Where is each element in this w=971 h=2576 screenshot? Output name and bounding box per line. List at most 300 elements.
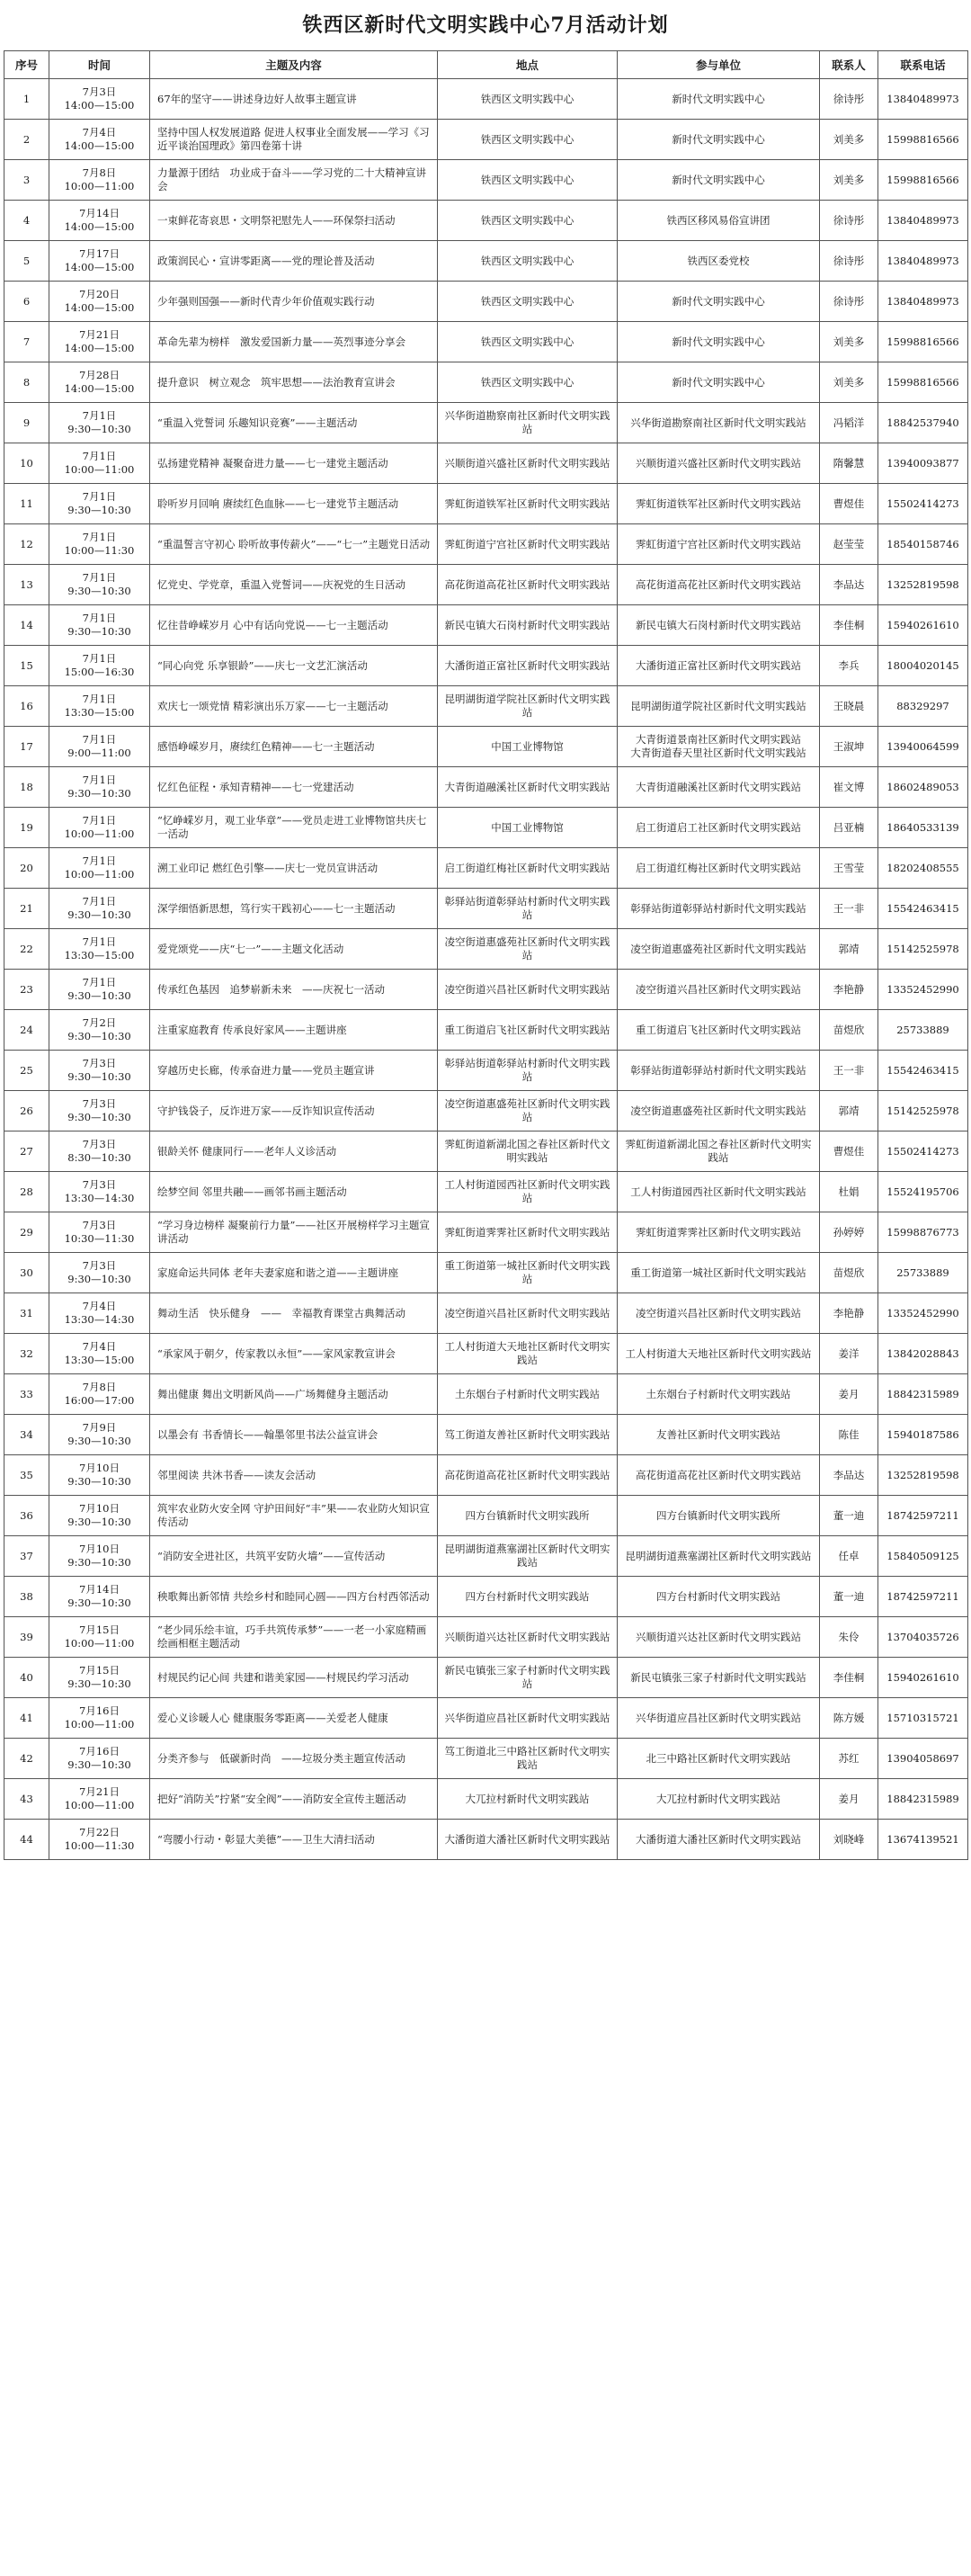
activity-table — [4, 50, 968, 1860]
cell-theme: “忆峥嵘岁月，观工业华章”——党员走进工业博物馆共庆七一活动 — [150, 808, 438, 848]
cell-theme: 舞动生活 快乐健身 —— 幸福教育课堂古典舞活动 — [150, 1293, 438, 1334]
cell-phone: 13904058697 — [878, 1739, 968, 1779]
cell-place: 兴顺街道兴盛社区新时代文明实践站 — [438, 443, 618, 484]
table-row — [4, 524, 968, 565]
cell-theme: 一束鲜花寄哀思・文明祭祀慰先人——环保祭扫活动 — [150, 201, 438, 241]
cell-time: 7月3日 14:00—15:00 — [49, 79, 150, 120]
cell-theme: 忆红色征程・承知青精神——七一党建活动 — [150, 767, 438, 808]
table-row — [4, 1212, 968, 1253]
cell-phone: 15998816566 — [878, 160, 968, 201]
table-row — [4, 1658, 968, 1698]
cell-place: 中国工业博物馆 — [438, 808, 618, 848]
cell-no: 8 — [4, 362, 49, 403]
table-row — [4, 929, 968, 970]
cell-no: 40 — [4, 1658, 49, 1698]
table-row — [4, 1415, 968, 1455]
cell-contact: 王淑坤 — [820, 727, 878, 767]
cell-contact: 杜娟 — [820, 1172, 878, 1212]
cell-phone: 13842028843 — [878, 1334, 968, 1374]
cell-phone: 18742597211 — [878, 1496, 968, 1536]
cell-place: 彰驿站街道彰驿站村新时代文明实践站 — [438, 1051, 618, 1091]
cell-theme: “学习身边榜样 凝聚前行力量”——社区开展榜样学习主题宣讲活动 — [150, 1212, 438, 1253]
cell-time: 7月3日 9:30—10:30 — [49, 1253, 150, 1293]
cell-phone: 15940261610 — [878, 1658, 968, 1698]
cell-no: 7 — [4, 322, 49, 362]
cell-unit: 新时代文明实践中心 — [618, 282, 820, 322]
cell-no: 39 — [4, 1617, 49, 1658]
cell-contact: 冯韬洋 — [820, 403, 878, 443]
cell-unit: 兴顺街道兴盛社区新时代文明实践站 — [618, 443, 820, 484]
cell-theme: 力量源于团结 功业成于奋斗——学习党的二十大精神宣讲会 — [150, 160, 438, 201]
cell-phone: 15502414273 — [878, 484, 968, 524]
cell-time: 7月1日 10:00—11:00 — [49, 848, 150, 889]
cell-unit: 北三中路社区新时代文明实践站 — [618, 1739, 820, 1779]
cell-unit: 凌空街道惠盛苑社区新时代文明实践站 — [618, 1091, 820, 1131]
cell-place: 凌空街道惠盛苑社区新时代文明实践站 — [438, 929, 618, 970]
cell-theme: 少年强则国强——新时代青少年价值观实践行动 — [150, 282, 438, 322]
cell-place: 铁西区文明实践中心 — [438, 201, 618, 241]
cell-phone: 15524195706 — [878, 1172, 968, 1212]
table-row — [4, 1374, 968, 1415]
cell-theme: 绘梦空间 邻里共融——画邻书画主题活动 — [150, 1172, 438, 1212]
cell-theme: 把好“消防关”拧紧“安全阀”——消防安全宣传主题活动 — [150, 1779, 438, 1820]
cell-theme: 秧歌舞出新邻情 共绘乡村和睦同心圆——四方台村西邻活动 — [150, 1577, 438, 1617]
cell-contact: 隋馨慧 — [820, 443, 878, 484]
cell-no: 13 — [4, 565, 49, 605]
cell-phone: 15502414273 — [878, 1131, 968, 1172]
cell-theme: 注重家庭教育 传承良好家风——主题讲座 — [150, 1010, 438, 1051]
cell-place: 铁西区文明实践中心 — [438, 282, 618, 322]
table-row — [4, 686, 968, 727]
cell-time: 7月3日 8:30—10:30 — [49, 1131, 150, 1172]
table-row — [4, 1334, 968, 1374]
cell-no: 20 — [4, 848, 49, 889]
cell-no: 44 — [4, 1820, 49, 1860]
cell-phone: 18540158746 — [878, 524, 968, 565]
cell-no: 16 — [4, 686, 49, 727]
cell-theme: 筑牢农业防火安全网 守护田间好“丰”果——农业防火知识宣传活动 — [150, 1496, 438, 1536]
cell-unit: 彰驿站街道彰驿站村新时代文明实践站 — [618, 1051, 820, 1091]
cell-place: 铁西区文明实践中心 — [438, 241, 618, 282]
table-row — [4, 322, 968, 362]
cell-unit: 铁西区移风易俗宣讲团 — [618, 201, 820, 241]
cell-no: 5 — [4, 241, 49, 282]
cell-time: 7月3日 13:30—14:30 — [49, 1172, 150, 1212]
table-body — [4, 79, 968, 1860]
cell-time: 7月8日 16:00—17:00 — [49, 1374, 150, 1415]
cell-theme: 感悟峥嵘岁月，赓续红色精神——七一主题活动 — [150, 727, 438, 767]
table-row — [4, 848, 968, 889]
cell-theme: 弘扬建党精神 凝聚奋进力量——七一建党主题活动 — [150, 443, 438, 484]
cell-place: 铁西区文明实践中心 — [438, 120, 618, 160]
cell-no: 25 — [4, 1051, 49, 1091]
cell-no: 28 — [4, 1172, 49, 1212]
cell-contact: 苏红 — [820, 1739, 878, 1779]
cell-contact: 王一非 — [820, 889, 878, 929]
cell-phone: 15142525978 — [878, 929, 968, 970]
cell-no: 34 — [4, 1415, 49, 1455]
cell-no: 15 — [4, 646, 49, 686]
cell-theme: 爱党颂党——庆“七一”——主题文化活动 — [150, 929, 438, 970]
cell-no: 22 — [4, 929, 49, 970]
cell-time: 7月14日 9:30—10:30 — [49, 1577, 150, 1617]
table-row — [4, 970, 968, 1010]
cell-time: 7月1日 10:00—11:30 — [49, 524, 150, 565]
cell-contact: 刘美多 — [820, 362, 878, 403]
cell-no: 42 — [4, 1739, 49, 1779]
cell-phone: 15940187586 — [878, 1415, 968, 1455]
cell-theme: 舞出健康 舞出文明新风尚——广场舞健身主题活动 — [150, 1374, 438, 1415]
cell-place: 凌空街道兴昌社区新时代文明实践站 — [438, 1293, 618, 1334]
cell-place: 新民屯镇大石岗村新时代文明实践站 — [438, 605, 618, 646]
table-row — [4, 1496, 968, 1536]
cell-place: 工人村街道大天地社区新时代文明实践站 — [438, 1334, 618, 1374]
cell-time: 7月21日 10:00—11:00 — [49, 1779, 150, 1820]
cell-phone: 13840489973 — [878, 241, 968, 282]
cell-contact: 徐诗彤 — [820, 79, 878, 120]
table-row — [4, 727, 968, 767]
table-row — [4, 241, 968, 282]
table-row — [4, 1051, 968, 1091]
cell-unit: 新民屯镇张三家子村新时代文明实践站 — [618, 1658, 820, 1698]
cell-unit: 霁虹街道宁宫社区新时代文明实践站 — [618, 524, 820, 565]
cell-contact: 刘美多 — [820, 120, 878, 160]
cell-no: 36 — [4, 1496, 49, 1536]
cell-unit: 重工街道第一城社区新时代文明实践站 — [618, 1253, 820, 1293]
cell-phone: 13840489973 — [878, 282, 968, 322]
cell-theme: 政策润民心・宣讲零距离——党的理论普及活动 — [150, 241, 438, 282]
cell-unit: 大潘街道大潘社区新时代文明实践站 — [618, 1820, 820, 1860]
cell-no: 12 — [4, 524, 49, 565]
header-unit: 参与单位 — [618, 51, 820, 79]
cell-contact: 吕亚楠 — [820, 808, 878, 848]
cell-time: 7月10日 9:30—10:30 — [49, 1496, 150, 1536]
cell-contact: 刘美多 — [820, 160, 878, 201]
cell-no: 43 — [4, 1779, 49, 1820]
cell-time: 7月28日 14:00—15:00 — [49, 362, 150, 403]
cell-no: 24 — [4, 1010, 49, 1051]
cell-unit: 凌空街道兴昌社区新时代文明实践站 — [618, 1293, 820, 1334]
cell-theme: 家庭命运共同体 老年夫妻家庭和谐之道——主题讲座 — [150, 1253, 438, 1293]
cell-contact: 郭靖 — [820, 929, 878, 970]
cell-theme: “重温入党誓词 乐趣知识竞赛”——主题活动 — [150, 403, 438, 443]
cell-contact: 姜月 — [820, 1779, 878, 1820]
table-row — [4, 1293, 968, 1334]
cell-no: 38 — [4, 1577, 49, 1617]
cell-unit: 高花街道高花社区新时代文明实践站 — [618, 565, 820, 605]
cell-contact: 王晓晨 — [820, 686, 878, 727]
cell-theme: 银龄关怀 健康同行——老年人义诊活动 — [150, 1131, 438, 1172]
cell-unit: 新时代文明实践中心 — [618, 120, 820, 160]
cell-theme: 忆往昔峥嵘岁月 心中有话向党说——七一主题活动 — [150, 605, 438, 646]
cell-phone: 18742597211 — [878, 1577, 968, 1617]
cell-place: 霁虹街道铁军社区新时代文明实践站 — [438, 484, 618, 524]
cell-unit: 四方台镇新时代文明实践所 — [618, 1496, 820, 1536]
cell-time: 7月14日 14:00—15:00 — [49, 201, 150, 241]
table-row — [4, 1779, 968, 1820]
cell-time: 7月1日 9:30—10:30 — [49, 605, 150, 646]
cell-unit: 铁西区委党校 — [618, 241, 820, 282]
cell-theme: “消防安全进社区，共筑平安防火墙”——宣传活动 — [150, 1536, 438, 1577]
cell-phone: 15840509125 — [878, 1536, 968, 1577]
cell-theme: 分类齐参与 低碳新时尚 ——垃圾分类主题宣传活动 — [150, 1739, 438, 1779]
cell-contact: 陈佳 — [820, 1415, 878, 1455]
table-row — [4, 403, 968, 443]
cell-time: 7月4日 14:00—15:00 — [49, 120, 150, 160]
cell-time: 7月4日 13:30—14:30 — [49, 1293, 150, 1334]
cell-time: 7月1日 9:30—10:30 — [49, 889, 150, 929]
cell-phone: 15998816566 — [878, 120, 968, 160]
cell-time: 7月21日 14:00—15:00 — [49, 322, 150, 362]
cell-place: 大青街道融溪社区新时代文明实践站 — [438, 767, 618, 808]
cell-place: 笃工街道北三中路社区新时代文明实践站 — [438, 1739, 618, 1779]
cell-time: 7月15日 10:00—11:00 — [49, 1617, 150, 1658]
cell-time: 7月16日 9:30—10:30 — [49, 1739, 150, 1779]
cell-unit: 霁虹街道新湖北国之春社区新时代文明实践站 — [618, 1131, 820, 1172]
cell-contact: 孙婷婷 — [820, 1212, 878, 1253]
cell-contact: 李佳桐 — [820, 605, 878, 646]
cell-place: 铁西区文明实践中心 — [438, 160, 618, 201]
cell-place: 新民屯镇张三家子村新时代文明实践站 — [438, 1658, 618, 1698]
cell-no: 9 — [4, 403, 49, 443]
cell-contact: 苗煜欣 — [820, 1010, 878, 1051]
cell-place: 霁虹街道新湖北国之春社区新时代文明实践站 — [438, 1131, 618, 1172]
cell-place: 四方台镇新时代文明实践所 — [438, 1496, 618, 1536]
cell-time: 7月3日 10:30—11:30 — [49, 1212, 150, 1253]
cell-unit: 新民屯镇大石岗村新时代文明实践站 — [618, 605, 820, 646]
cell-time: 7月17日 14:00—15:00 — [49, 241, 150, 282]
cell-no: 32 — [4, 1334, 49, 1374]
cell-unit: 兴华街道勘察南社区新时代文明实践站 — [618, 403, 820, 443]
cell-place: 兴华街道应昌社区新时代文明实践站 — [438, 1698, 618, 1739]
table-row — [4, 362, 968, 403]
cell-phone: 13352452990 — [878, 1293, 968, 1334]
header-time: 时间 — [49, 51, 150, 79]
cell-no: 6 — [4, 282, 49, 322]
cell-phone: 18640533139 — [878, 808, 968, 848]
cell-time: 7月8日 10:00—11:00 — [49, 160, 150, 201]
cell-unit: 新时代文明实践中心 — [618, 160, 820, 201]
cell-place: 凌空街道惠盛苑社区新时代文明实践站 — [438, 1091, 618, 1131]
cell-unit: 大青街道景南社区新时代文明实践站 大青街道春天里社区新时代文明实践站 — [618, 727, 820, 767]
cell-no: 26 — [4, 1091, 49, 1131]
cell-unit: 兴顺街道兴达社区新时代文明实践站 — [618, 1617, 820, 1658]
cell-place: 兴华街道勘察南社区新时代文明实践站 — [438, 403, 618, 443]
cell-unit: 启工街道启工社区新时代文明实践站 — [618, 808, 820, 848]
cell-unit: 工人村街道园西社区新时代文明实践站 — [618, 1172, 820, 1212]
cell-phone: 25733889 — [878, 1253, 968, 1293]
table-row — [4, 1739, 968, 1779]
table-row — [4, 808, 968, 848]
cell-phone: 18602489053 — [878, 767, 968, 808]
cell-theme: “同心向党 乐享银龄”——庆七一文艺汇演活动 — [150, 646, 438, 686]
cell-contact: 李品达 — [820, 565, 878, 605]
cell-no: 4 — [4, 201, 49, 241]
cell-time: 7月1日 9:00—11:00 — [49, 727, 150, 767]
cell-place: 昆明湖街道学院社区新时代文明实践站 — [438, 686, 618, 727]
cell-time: 7月1日 9:30—10:30 — [49, 970, 150, 1010]
cell-contact: 王一非 — [820, 1051, 878, 1091]
cell-no: 30 — [4, 1253, 49, 1293]
cell-contact: 任卓 — [820, 1536, 878, 1577]
cell-unit: 友善社区新时代文明实践站 — [618, 1415, 820, 1455]
cell-unit: 四方台村新时代文明实践站 — [618, 1577, 820, 1617]
table-row — [4, 160, 968, 201]
table-row — [4, 79, 968, 120]
cell-no: 41 — [4, 1698, 49, 1739]
cell-phone: 13352452990 — [878, 970, 968, 1010]
cell-place: 铁西区文明实践中心 — [438, 362, 618, 403]
cell-time: 7月4日 13:30—15:00 — [49, 1334, 150, 1374]
cell-unit: 大兀拉村新时代文明实践站 — [618, 1779, 820, 1820]
table-row — [4, 120, 968, 160]
cell-place: 重工街道第一城社区新时代文明实践站 — [438, 1253, 618, 1293]
cell-place: 彰驿站街道彰驿站村新时代文明实践站 — [438, 889, 618, 929]
cell-unit: 新时代文明实践中心 — [618, 322, 820, 362]
cell-time: 7月1日 10:00—11:00 — [49, 808, 150, 848]
cell-place: 启工街道红梅社区新时代文明实践站 — [438, 848, 618, 889]
cell-unit: 工人村街道大天地社区新时代文明实践站 — [618, 1334, 820, 1374]
cell-unit: 兴华街道应昌社区新时代文明实践站 — [618, 1698, 820, 1739]
cell-no: 21 — [4, 889, 49, 929]
cell-place: 铁西区文明实践中心 — [438, 79, 618, 120]
cell-phone: 13252819598 — [878, 565, 968, 605]
cell-phone: 18004020145 — [878, 646, 968, 686]
cell-place: 重工街道启飞社区新时代文明实践站 — [438, 1010, 618, 1051]
cell-phone: 88329297 — [878, 686, 968, 727]
cell-no: 11 — [4, 484, 49, 524]
cell-phone: 13704035726 — [878, 1617, 968, 1658]
cell-time: 7月22日 10:00—11:30 — [49, 1820, 150, 1860]
cell-theme: 深学细悟新思想，笃行实干践初心——七一主题活动 — [150, 889, 438, 929]
cell-theme: 穿越历史长廊，传承奋进力量——党员主题宣讲 — [150, 1051, 438, 1091]
cell-time: 7月10日 9:30—10:30 — [49, 1536, 150, 1577]
cell-theme: 坚持中国人权发展道路 促进人权事业全面发展——学习《习近平谈治国理政》第四卷第十讲 — [150, 120, 438, 160]
header-place: 地点 — [438, 51, 618, 79]
cell-phone: 15998876773 — [878, 1212, 968, 1253]
cell-time: 7月1日 15:00—16:30 — [49, 646, 150, 686]
cell-place: 大潘街道大潘社区新时代文明实践站 — [438, 1820, 618, 1860]
cell-time: 7月3日 9:30—10:30 — [49, 1091, 150, 1131]
cell-unit: 大青街道融溪社区新时代文明实践站 — [618, 767, 820, 808]
cell-phone: 13840489973 — [878, 201, 968, 241]
cell-time: 7月3日 9:30—10:30 — [49, 1051, 150, 1091]
table-row — [4, 646, 968, 686]
cell-no: 33 — [4, 1374, 49, 1415]
cell-time: 7月1日 13:30—15:00 — [49, 929, 150, 970]
header-phone: 联系电话 — [878, 51, 968, 79]
cell-phone: 13940064599 — [878, 727, 968, 767]
cell-no: 10 — [4, 443, 49, 484]
cell-contact: 姜月 — [820, 1374, 878, 1415]
table-header — [4, 51, 968, 79]
table-row — [4, 443, 968, 484]
cell-contact: 刘晓峰 — [820, 1820, 878, 1860]
cell-place: 笃工街道友善社区新时代文明实践站 — [438, 1415, 618, 1455]
table-row — [4, 605, 968, 646]
cell-place: 高花街道高花社区新时代文明实践站 — [438, 565, 618, 605]
cell-no: 1 — [4, 79, 49, 120]
table-row — [4, 1455, 968, 1496]
cell-unit: 霁虹街道霁霁社区新时代文明实践站 — [618, 1212, 820, 1253]
cell-place: 大潘街道正富社区新时代文明实践站 — [438, 646, 618, 686]
cell-theme: 邻里阅读 共沐书香——读友会活动 — [150, 1455, 438, 1496]
cell-time: 7月1日 13:30—15:00 — [49, 686, 150, 727]
cell-contact: 徐诗彤 — [820, 201, 878, 241]
cell-phone: 25733889 — [878, 1010, 968, 1051]
cell-unit: 大潘街道正富社区新时代文明实践站 — [618, 646, 820, 686]
cell-unit: 新时代文明实践中心 — [618, 362, 820, 403]
cell-place: 霁虹街道霁霁社区新时代文明实践站 — [438, 1212, 618, 1253]
table-row — [4, 767, 968, 808]
cell-contact: 徐诗彤 — [820, 241, 878, 282]
cell-theme: “老少同乐绘丰谊，巧手共筑传承梦”——一老一小家庭精画绘画相框主题活动 — [150, 1617, 438, 1658]
cell-unit: 土东烟台子村新时代文明实践站 — [618, 1374, 820, 1415]
header-no: 序号 — [4, 51, 49, 79]
cell-no: 31 — [4, 1293, 49, 1334]
cell-phone: 13674139521 — [878, 1820, 968, 1860]
cell-contact: 董一迪 — [820, 1577, 878, 1617]
table-row — [4, 1577, 968, 1617]
cell-no: 27 — [4, 1131, 49, 1172]
cell-contact: 李艳静 — [820, 970, 878, 1010]
cell-time: 7月1日 9:30—10:30 — [49, 403, 150, 443]
cell-place: 大兀拉村新时代文明实践站 — [438, 1779, 618, 1820]
cell-phone: 13252819598 — [878, 1455, 968, 1496]
cell-unit: 霁虹街道铁军社区新时代文明实践站 — [618, 484, 820, 524]
cell-theme: “重温誓言守初心 聆听故事传薪火”——“七一”主题党日活动 — [150, 524, 438, 565]
cell-place: 兴顺街道兴达社区新时代文明实践站 — [438, 1617, 618, 1658]
cell-contact: 苗煜欣 — [820, 1253, 878, 1293]
cell-no: 37 — [4, 1536, 49, 1577]
table-row — [4, 1253, 968, 1293]
cell-contact: 朱伶 — [820, 1617, 878, 1658]
cell-contact: 赵莹莹 — [820, 524, 878, 565]
cell-contact: 曹煜佳 — [820, 1131, 878, 1172]
cell-no: 19 — [4, 808, 49, 848]
cell-unit: 启工街道红梅社区新时代文明实践站 — [618, 848, 820, 889]
header-contact: 联系人 — [820, 51, 878, 79]
cell-phone: 15940261610 — [878, 605, 968, 646]
cell-phone: 18842315989 — [878, 1374, 968, 1415]
cell-place: 四方台村新时代文明实践站 — [438, 1577, 618, 1617]
table-row — [4, 1820, 968, 1860]
table-row — [4, 1010, 968, 1051]
cell-phone: 18842315989 — [878, 1779, 968, 1820]
cell-time: 7月9日 9:30—10:30 — [49, 1415, 150, 1455]
cell-theme: 守护钱袋子，反诈进万家——反诈知识宣传活动 — [150, 1091, 438, 1131]
cell-contact: 董一迪 — [820, 1496, 878, 1536]
cell-contact: 曹煜佳 — [820, 484, 878, 524]
cell-unit: 昆明湖街道学院社区新时代文明实践站 — [618, 686, 820, 727]
table-row — [4, 201, 968, 241]
cell-contact: 陈方媛 — [820, 1698, 878, 1739]
cell-unit: 重工街道启飞社区新时代文明实践站 — [618, 1010, 820, 1051]
cell-place: 铁西区文明实践中心 — [438, 322, 618, 362]
cell-phone: 18202408555 — [878, 848, 968, 889]
cell-phone: 13940093877 — [878, 443, 968, 484]
cell-phone: 15542463415 — [878, 889, 968, 929]
cell-no: 3 — [4, 160, 49, 201]
table-row — [4, 484, 968, 524]
cell-contact: 王雪莹 — [820, 848, 878, 889]
table-row — [4, 282, 968, 322]
cell-no: 14 — [4, 605, 49, 646]
cell-theme: 欢庆七一颂党情 精彩演出乐万家——七一主题活动 — [150, 686, 438, 727]
table-row — [4, 1131, 968, 1172]
table-row — [4, 1172, 968, 1212]
cell-time: 7月2日 9:30—10:30 — [49, 1010, 150, 1051]
